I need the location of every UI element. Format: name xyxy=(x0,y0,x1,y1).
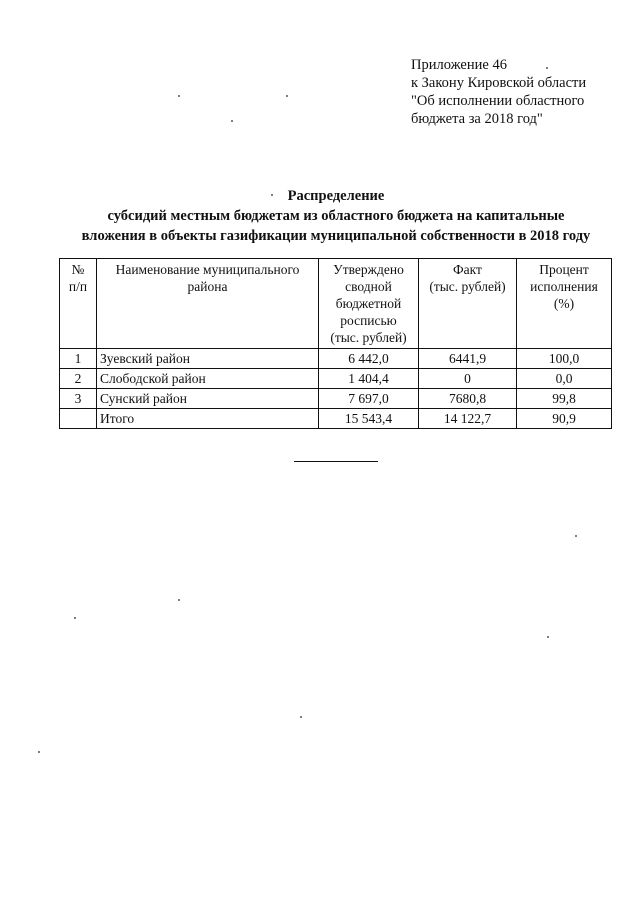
scan-speck xyxy=(178,95,180,97)
cell-fact: 6441,9 xyxy=(419,349,517,369)
annex-number: Приложение 46 xyxy=(411,57,507,73)
annex-law: к Закону Кировской области xyxy=(411,75,587,91)
cell-percent: 99,8 xyxy=(517,389,612,409)
end-separator-line xyxy=(294,461,378,462)
title-line-1: Распределение xyxy=(287,188,385,204)
scan-speck xyxy=(300,716,302,718)
cell-percent: 0,0 xyxy=(517,369,612,389)
title-line-2: субсидий местным бюджетам из областного бюджета на капитальные xyxy=(107,208,565,224)
scan-speck xyxy=(74,617,76,619)
cell-fact: 7680,8 xyxy=(419,389,517,409)
cell-approved: 7 697,0 xyxy=(319,389,419,409)
table-row xyxy=(60,369,612,389)
cell-num: 1 xyxy=(60,349,97,369)
total-approved: 15 543,4 xyxy=(319,409,419,429)
title-line-3: вложения в объекты газификации муниципальной собственности в 2018 году xyxy=(81,228,591,244)
cell-approved: 1 404,4 xyxy=(319,369,419,389)
cell-fact: 0 xyxy=(419,369,517,389)
cell-approved: 6 442,0 xyxy=(319,349,419,369)
annex-law-title-1: "Об исполнении областного xyxy=(411,93,585,109)
table-row xyxy=(60,349,612,369)
scan-speck xyxy=(286,95,288,97)
cell-name: Сунский район xyxy=(97,389,319,409)
document-title xyxy=(60,186,612,246)
annex-block xyxy=(411,56,626,128)
cell-num: 3 xyxy=(60,389,97,409)
scan-speck xyxy=(178,599,180,601)
scan-speck xyxy=(575,535,577,537)
header-percent: Процент исполнения (%) xyxy=(517,259,612,349)
header-num: № п/п xyxy=(60,259,97,349)
scan-speck xyxy=(38,751,40,753)
table-header-row xyxy=(60,259,612,349)
cell-num: 2 xyxy=(60,369,97,389)
table-row xyxy=(60,389,612,409)
cell-name: Слободской район xyxy=(97,369,319,389)
header-fact: Факт (тыс. рублей) xyxy=(419,259,517,349)
cell-name: Зуевский район xyxy=(97,349,319,369)
total-fact: 14 122,7 xyxy=(419,409,517,429)
cell-percent: 100,0 xyxy=(517,349,612,369)
scan-speck xyxy=(546,67,548,69)
scan-speck xyxy=(231,120,233,122)
total-num xyxy=(60,409,97,429)
total-percent: 90,9 xyxy=(517,409,612,429)
scan-speck xyxy=(271,194,273,196)
annex-law-title-2: бюджета за 2018 год" xyxy=(411,111,543,127)
total-name: Итого xyxy=(97,409,319,429)
header-approved: Утверждено сводной бюджетной росписью (тыс. рублей) xyxy=(319,259,419,349)
subsidy-table xyxy=(59,258,612,429)
table-total-row xyxy=(60,409,612,429)
scan-speck xyxy=(547,636,549,638)
header-name: Наименование муниципального района xyxy=(97,259,319,349)
